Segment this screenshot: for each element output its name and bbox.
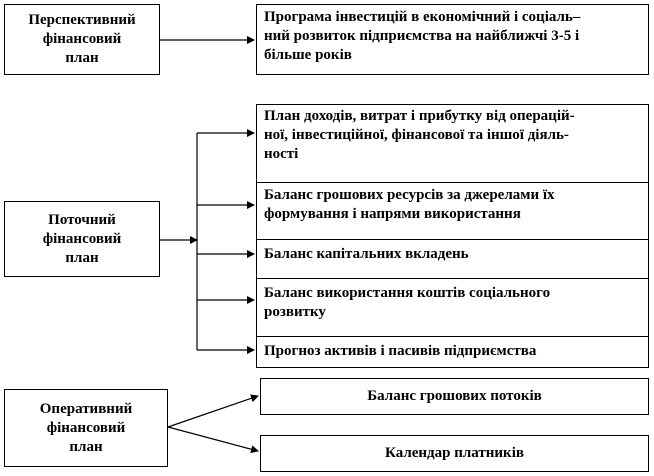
operational-item-calendar: Календар платників bbox=[385, 445, 524, 461]
current-items-box bbox=[256, 104, 649, 368]
current-item-social-funds: Баланс використання коштів соціального розвитку bbox=[264, 285, 551, 320]
operational-plan-label: Оперативний фінансовий план bbox=[39, 400, 133, 455]
perspective-plan-box bbox=[4, 4, 160, 75]
divider bbox=[257, 239, 648, 240]
current-plan-label: Поточний фінансовий план bbox=[42, 211, 122, 266]
divider bbox=[257, 336, 648, 337]
divider bbox=[257, 278, 648, 279]
perspective-plan-label: Перспективний фінансовий план bbox=[28, 12, 136, 66]
current-item-income-plan: План доходів, витрат і прибутку від операцій- ної, інвестиційної, фінансової та іншої діяль- ності bbox=[264, 108, 575, 162]
perspective-target-text: Програма інвестицій в економічний і соціаль– ний розвиток підприємства на найближчі 3-5 і більше років bbox=[264, 9, 581, 63]
arrow-operational-2 bbox=[168, 427, 258, 451]
operational-item-cashflow: Баланс грошових потоків bbox=[367, 388, 542, 404]
operational-plan-box bbox=[4, 389, 168, 467]
operational-cashflow-box bbox=[260, 378, 649, 415]
current-item-assets-forecast: Прогноз активів і пасивів підприємства bbox=[264, 343, 537, 359]
divider bbox=[257, 182, 648, 183]
arrow-operational-1 bbox=[168, 396, 258, 427]
perspective-target-box bbox=[256, 4, 649, 75]
operational-calendar-box bbox=[260, 435, 649, 472]
current-plan-box bbox=[4, 201, 160, 277]
current-item-cash-balance: Баланс грошових ресурсів за джерелами їх формування і напрями використання bbox=[264, 187, 555, 222]
current-item-capital-investment: Баланс капітальних вкладень bbox=[264, 246, 469, 262]
